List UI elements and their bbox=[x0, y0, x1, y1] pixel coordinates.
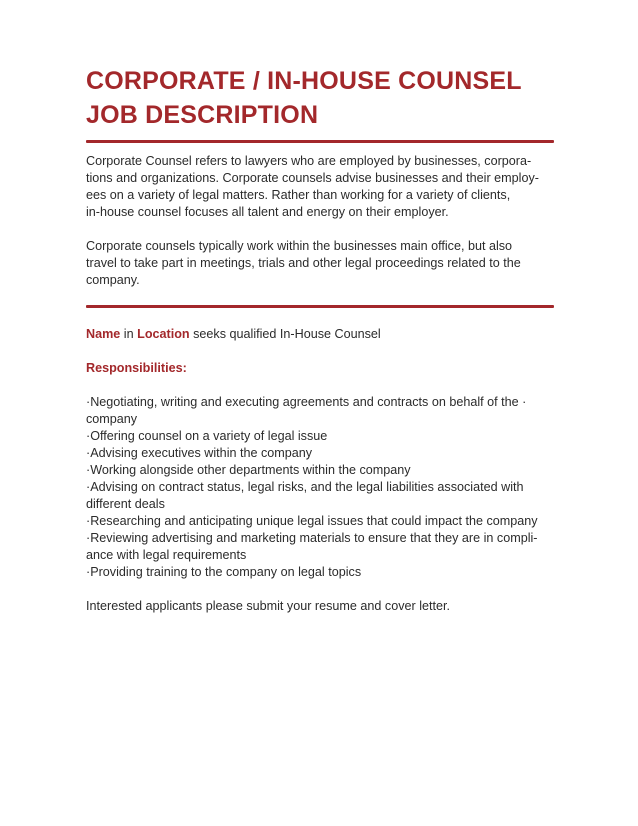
responsibilities-list bbox=[86, 394, 556, 581]
list-item: company bbox=[86, 412, 138, 426]
list-item: ·Advising on contract status, legal risks, and the legal liabilities associated with bbox=[86, 480, 524, 494]
intro-p1-line: ees on a variety of legal matters. Rather than working for a variety of clients, bbox=[86, 188, 511, 202]
title-divider bbox=[86, 140, 554, 143]
document-title bbox=[86, 64, 556, 132]
title-line-1: CORPORATE / IN-HOUSE COUNSEL bbox=[86, 67, 522, 95]
list-item: ·Offering counsel on a variety of legal issue bbox=[86, 429, 328, 443]
list-item: ·Advising executives within the company bbox=[86, 446, 313, 460]
intro-paragraph-1 bbox=[86, 153, 556, 221]
list-item: ·Working alongside other departments within the company bbox=[86, 463, 411, 477]
intro-p2-line: travel to take part in meetings, trials and other legal proceedings related to the bbox=[86, 256, 521, 270]
intro-paragraph-2 bbox=[86, 238, 556, 289]
location-placeholder: Location bbox=[137, 327, 190, 341]
intro-p2-line: Corporate counsels typically work within the businesses main office, but also bbox=[86, 239, 513, 253]
intro-p2-line: company. bbox=[86, 273, 140, 287]
list-item: different deals bbox=[86, 497, 165, 511]
list-item: ·Researching and anticipating unique legal issues that could impact the company bbox=[86, 514, 538, 528]
responsibilities-heading: Responsibilities: bbox=[86, 361, 187, 375]
job-description-document bbox=[86, 64, 556, 615]
intro-p1-line: in-house counsel focuses all talent and energy on their employer. bbox=[86, 205, 449, 219]
list-item: ·Negotiating, writing and executing agreements and contracts on behalf of the · bbox=[86, 395, 527, 409]
seek-rest-text: seeks qualified In-House Counsel bbox=[189, 327, 381, 341]
title-line-2: JOB DESCRIPTION bbox=[86, 101, 319, 129]
section-divider bbox=[86, 305, 554, 308]
seek-line bbox=[86, 326, 556, 343]
name-placeholder: Name bbox=[86, 327, 121, 341]
intro-p1-line: Corporate Counsel refers to lawyers who are employed by businesses, corpora- bbox=[86, 154, 532, 168]
list-item: ·Providing training to the company on legal topics bbox=[86, 565, 362, 579]
list-item: ance with legal requirements bbox=[86, 548, 247, 562]
list-item: ·Reviewing advertising and marketing materials to ensure that they are in compli- bbox=[86, 531, 538, 545]
closing-statement: Interested applicants please submit your resume and cover letter. bbox=[86, 599, 451, 613]
seek-in-text: in bbox=[120, 327, 138, 341]
intro-p1-line: tions and organizations. Corporate counsels advise businesses and their employ- bbox=[86, 171, 539, 185]
